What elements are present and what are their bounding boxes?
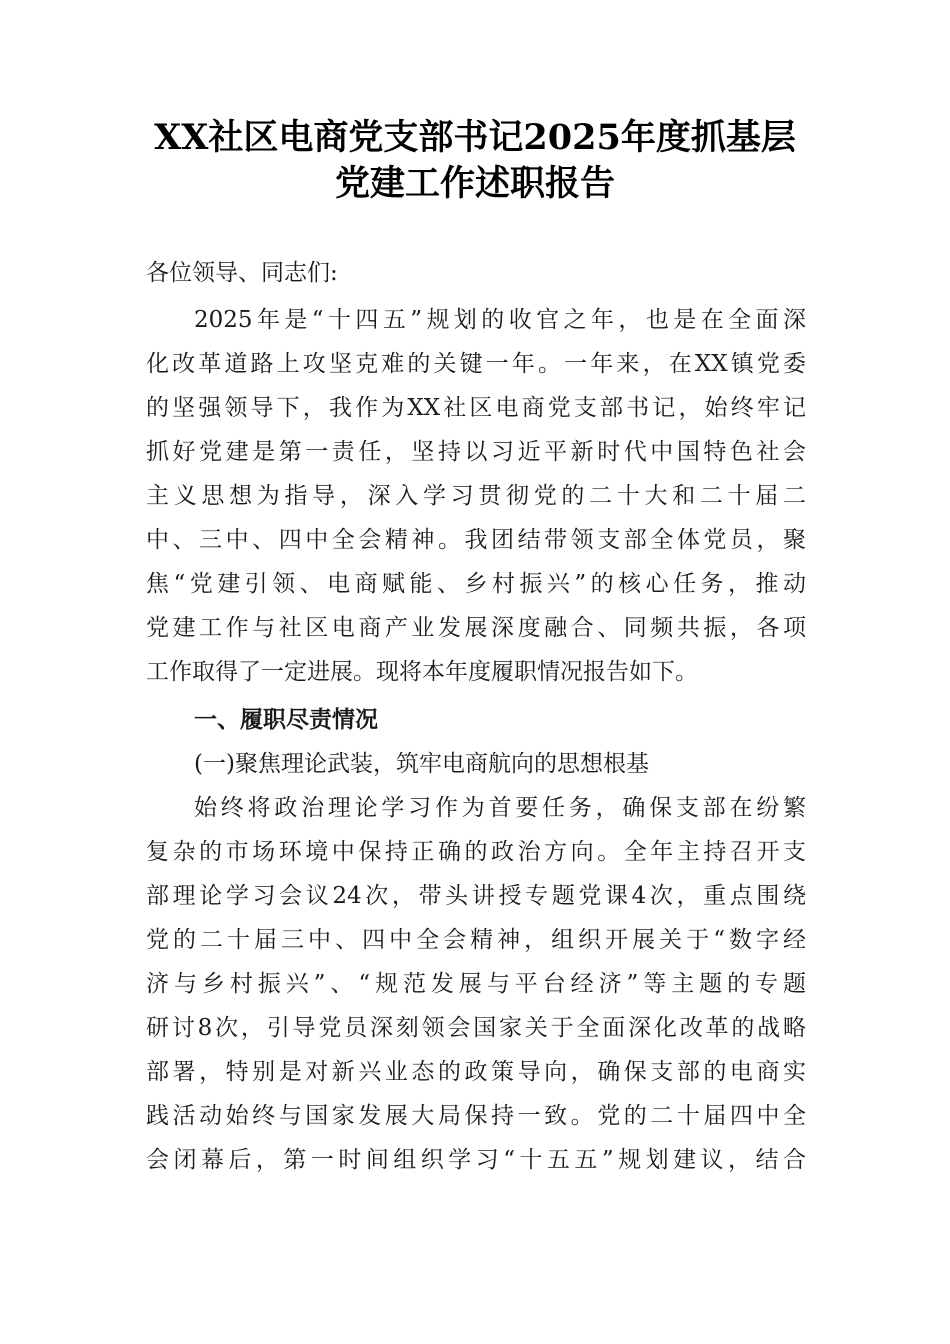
- intro-line: 2025年是“十四五”规划的收官之年，也是在全面深: [194, 307, 806, 333]
- section-heading: 一、履职尽责情况: [194, 707, 378, 733]
- document-title-line-1: XX社区电商党支部书记2025年度抓基层: [154, 117, 796, 158]
- body-line: 部理论学习会议24次，带头讲授专题党课4次，重点围绕: [146, 883, 806, 909]
- intro-line: 化改革道路上攻坚克难的关键一年。一年来，在XX镇党委: [146, 351, 806, 377]
- body-line: 党的二十届三中、四中全会精神，组织开展关于“数字经: [146, 927, 806, 953]
- intro-line: 焦“党建引领、电商赋能、乡村振兴”的核心任务，推动: [146, 571, 806, 597]
- salutation: 各位领导、同志们:: [146, 260, 338, 286]
- intro-line: 抓好党建是第一责任，坚持以习近平新时代中国特色社会: [146, 439, 806, 465]
- intro-line: 的坚强领导下，我作为XX社区电商党支部书记，始终牢记: [146, 395, 806, 421]
- subsection-heading: (一)聚焦理论武装，筑牢电商航向的思想根基: [194, 751, 649, 777]
- intro-line: 中、三中、四中全会精神。我团结带领支部全体党员，聚: [146, 527, 806, 553]
- body-line: 践活动始终与国家发展大局保持一致。党的二十届四中全: [146, 1103, 806, 1129]
- intro-line: 党建工作与社区电商产业发展深度融合、同频共振，各项: [146, 615, 806, 641]
- body-line: 始终将政治理论学习作为首要任务，确保支部在纷繁: [194, 795, 806, 821]
- intro-line: 工作取得了一定进展。现将本年度履职情况报告如下。: [146, 659, 698, 685]
- body-line: 会闭幕后，第一时间组织学习“十五五”规划建议，结合: [146, 1147, 806, 1173]
- body-line: 复杂的市场环境中保持正确的政治方向。全年主持召开支: [146, 839, 806, 865]
- body-line: 部署，特别是对新兴业态的政策导向，确保支部的电商实: [146, 1059, 806, 1085]
- body-line: 研讨8次，引导党员深刻领会国家关于全面深化改革的战略: [146, 1015, 806, 1041]
- document-title-line-2: 党建工作述职报告: [334, 163, 615, 204]
- intro-line: 主义思想为指导，深入学习贯彻党的二十大和二十届二: [146, 483, 806, 509]
- body-line: 济与乡村振兴”、“规范发展与平台经济”等主题的专题: [146, 971, 806, 997]
